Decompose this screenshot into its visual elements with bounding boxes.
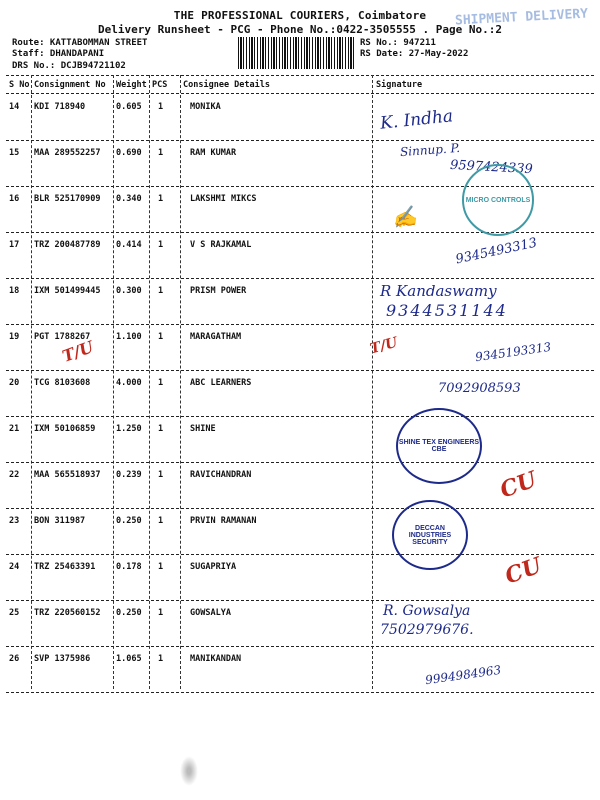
row-consignment-no: MAA 289552257 <box>34 148 101 158</box>
stamp-text: MICRO CONTROLS <box>465 196 531 204</box>
row-consignment-no: IXM 50106859 <box>34 424 96 434</box>
row-weight: 0.605 <box>116 102 142 112</box>
row-weight: 1.250 <box>116 424 142 434</box>
row-consignment-no: KDI 718940 <box>34 102 86 112</box>
row-divider <box>6 646 594 647</box>
col-weight: Weight <box>116 80 147 90</box>
row-weight: 0.250 <box>116 608 142 618</box>
row-sno: 22 <box>9 470 20 480</box>
row-consignee: PRVIN RAMANAN <box>190 516 257 526</box>
row-divider <box>6 324 594 325</box>
row-consignment-no: BLR 525170909 <box>34 194 101 204</box>
row-divider <box>6 600 594 601</box>
row-weight: 0.239 <box>116 470 142 480</box>
col-signature: Signature <box>376 80 423 90</box>
row-pcs: 1 <box>158 332 164 342</box>
row-sno: 21 <box>9 424 20 434</box>
row-consignment-no: TCG 8103608 <box>34 378 91 388</box>
row-consignee: SHINE <box>190 424 216 434</box>
row-divider <box>6 370 594 371</box>
table-row <box>0 510 600 556</box>
signature-18-name: R Kandaswamy <box>380 282 497 300</box>
staff-label: Staff: DHANDAPANI <box>12 49 105 59</box>
row-divider <box>6 692 594 693</box>
row-pcs: 1 <box>158 286 164 296</box>
rs-number: RS No.: 947211 <box>360 38 436 48</box>
header-bottom-rule <box>6 93 594 94</box>
row-weight: 0.300 <box>116 286 142 296</box>
signature-17-phone: 9345493313 <box>454 235 539 268</box>
header-top-rule <box>6 75 594 76</box>
row-consignment-no: IXM 501499445 <box>34 286 101 296</box>
row-weight: 1.065 <box>116 654 142 664</box>
table-row <box>0 648 600 694</box>
signature-19-phone: 9345193313 <box>474 339 552 365</box>
row-pcs: 1 <box>158 240 164 250</box>
scan-blot <box>180 756 198 786</box>
row-consignment-no: TRZ 25463391 <box>34 562 96 572</box>
row-consignee: RAVICHANDRAN <box>190 470 252 480</box>
row-weight: 0.178 <box>116 562 142 572</box>
courier-title: THE PROFESSIONAL COURIERS, Coimbatore <box>173 9 427 22</box>
col-pcs: PCS <box>152 80 168 90</box>
row-sno: 20 <box>9 378 20 388</box>
signature-14: K. Indha <box>379 106 454 134</box>
table-row <box>0 418 600 464</box>
row-sno: 25 <box>9 608 20 618</box>
row-sno: 14 <box>9 102 20 112</box>
drs-number: DRS No.: DCJB94721102 <box>12 61 126 71</box>
row-sno: 15 <box>9 148 20 158</box>
signature-18-phone: 9344531144 <box>386 301 508 320</box>
company-stamp <box>462 164 534 236</box>
signature-20-phone: 7092908593 <box>438 381 521 396</box>
row-pcs: 1 <box>158 608 164 618</box>
row-divider <box>6 278 594 279</box>
table-row <box>0 602 600 648</box>
row-pcs: 1 <box>158 562 164 572</box>
row-consignee: MARAGATHAM <box>190 332 242 342</box>
row-pcs: 1 <box>158 194 164 204</box>
company-stamp <box>396 408 482 484</box>
table-row <box>0 96 600 142</box>
row-divider <box>6 554 594 555</box>
row-consignee: MONIKA <box>190 102 221 112</box>
red-pen-mark: T/U <box>368 334 400 358</box>
row-weight: 0.414 <box>116 240 142 250</box>
row-consignee: RAM KUMAR <box>190 148 237 158</box>
signature-16: ✍ <box>390 203 419 231</box>
signature-26-phone: 9994984963 <box>424 662 502 688</box>
row-consignee: V S RAJKAMAL <box>190 240 252 250</box>
red-pen-mark: T/U <box>59 337 96 366</box>
row-pcs: 1 <box>158 424 164 434</box>
row-consignment-no: TRZ 220560152 <box>34 608 101 618</box>
row-divider <box>6 416 594 417</box>
signature-25-phone: 7502979676. <box>380 622 474 638</box>
company-stamp <box>392 500 468 570</box>
row-weight: 0.250 <box>116 516 142 526</box>
row-consignee: LAKSHMI MIKCS <box>190 194 257 204</box>
signature-15-phone: 9597424339 <box>449 157 534 178</box>
row-divider <box>6 140 594 141</box>
row-consignment-no: BON 311987 <box>34 516 86 526</box>
row-consignment-no: TRZ 200487789 <box>34 240 101 250</box>
col-sno: S No <box>9 80 30 90</box>
row-consignment-no: MAA 565518937 <box>34 470 101 480</box>
row-pcs: 1 <box>158 148 164 158</box>
shipment-delivery-stamp: SHIPMENT DELIVERY <box>454 6 589 29</box>
table-row <box>0 280 600 326</box>
row-weight: 0.340 <box>116 194 142 204</box>
row-sno: 19 <box>9 332 20 342</box>
row-sno: 23 <box>9 516 20 526</box>
row-consignee: GOWSALYA <box>190 608 231 618</box>
signature-25-name: R. Gowsalya <box>383 603 471 619</box>
row-divider <box>6 508 594 509</box>
barcode <box>238 37 356 69</box>
row-consignee: MANIKANDAN <box>190 654 242 664</box>
row-consignment-no: PGT 1788267 <box>34 332 91 342</box>
row-consignee: PRISM POWER <box>190 286 247 296</box>
row-consignee: ABC LEARNERS <box>190 378 252 388</box>
signature-15-name: Sinnup. P. <box>399 140 461 160</box>
red-pen-mark: CU <box>496 466 541 504</box>
red-pen-mark: CU <box>501 552 546 590</box>
row-consignment-no: SVP 1375986 <box>34 654 91 664</box>
row-pcs: 1 <box>158 378 164 388</box>
row-consignee: SUGAPRIYA <box>190 562 237 572</box>
col-consignee: Consignee Details <box>183 80 270 90</box>
row-pcs: 1 <box>158 470 164 480</box>
rs-date: RS Date: 27-May-2022 <box>360 49 469 59</box>
route-label: Route: KATTABOMMAN STREET <box>12 38 148 48</box>
row-weight: 4.000 <box>116 378 142 388</box>
row-sno: 16 <box>9 194 20 204</box>
row-pcs: 1 <box>158 516 164 526</box>
row-weight: 0.690 <box>116 148 142 158</box>
row-pcs: 1 <box>158 102 164 112</box>
runsheet-subtitle: Delivery Runsheet - PCG - Phone No.:0422-3505555 . Page No.:2 <box>98 23 502 36</box>
row-pcs: 1 <box>158 654 164 664</box>
row-sno: 18 <box>9 286 20 296</box>
stamp-text: DECCAN INDUSTRIES SECURITY <box>408 524 452 546</box>
row-sno: 17 <box>9 240 20 250</box>
stamp-text: SHINE TEX ENGINEERS CBE <box>398 439 480 453</box>
row-sno: 24 <box>9 562 20 572</box>
row-weight: 1.100 <box>116 332 142 342</box>
row-divider <box>6 462 594 463</box>
col-consignment: Consignment No <box>34 80 106 90</box>
row-sno: 26 <box>9 654 20 664</box>
